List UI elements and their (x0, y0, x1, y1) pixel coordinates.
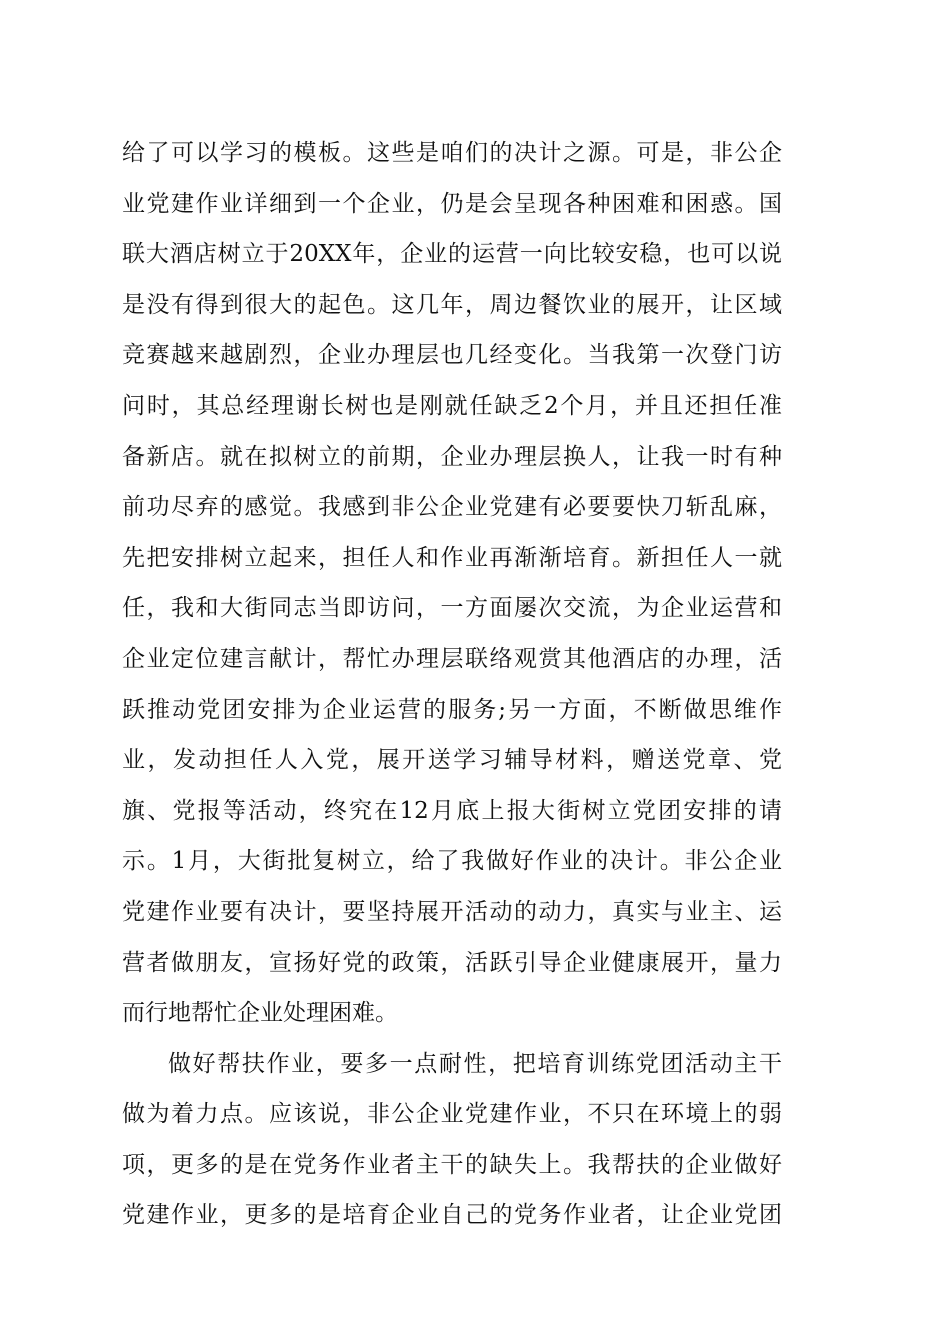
text-line: 给了可以学习的模板。这些是咱们的决计之源。可是，非公企 (122, 140, 782, 166)
text-line: 备新店。就在拟树立的前期，企业办理层换人，让我一时有种 (122, 443, 782, 470)
text-line: 竞赛越来越剧烈，企业办理层也几经变化。当我第一次登门访 (122, 342, 782, 369)
text-line: 企业定位建言献计，帮忙办理层联络观赏其他酒店的办理，活 (122, 645, 782, 672)
text-line: 示。1月，大街批复树立，给了我做好作业的决计。非公企业 (122, 848, 782, 875)
text-line: 营者做朋友，宣扬好党的政策，活跃引导企业健康展开，量力 (122, 949, 782, 976)
text-line: 前功尽弃的感觉。我感到非公企业党建有必要要快刀斩乱麻， (122, 494, 782, 521)
text-line: 问时，其总经理谢长树也是刚就任缺乏2个月，并且还担任准 (122, 392, 782, 419)
text-line: 联大酒店树立于20XX年，企业的运营一向比较安稳，也可以说 (122, 241, 782, 268)
paragraph-end-line: 而行地帮忙企业处理困难。 (122, 1000, 398, 1027)
text-line: 做为着力点。应该说，非公企业党建作业，不只在环境上的弱 (122, 1101, 782, 1128)
text-line: 旗、党报等活动，终究在12月底上报大街树立党团安排的请 (122, 797, 782, 824)
text-line: 先把安排树立起来，担任人和作业再渐渐培育。新担任人一就 (122, 544, 782, 571)
paragraph-first-line: 做好帮扶作业，要多一点耐性，把培育训练党团活动主干 (168, 1050, 782, 1077)
text-line: 党建作业要有决计，要坚持展开活动的动力，真实与业主、运 (122, 898, 782, 925)
text-line: 党建作业，更多的是培育企业自己的党务作业者，让企业党团 (122, 1202, 782, 1229)
document-body (122, 128, 782, 1241)
text-line: 跃推动党团安排为企业运营的服务;另一方面，不断做思维作 (122, 696, 782, 723)
text-line: 任，我和大街同志当即访问，一方面屡次交流，为企业运营和 (122, 595, 782, 622)
text-line: 业党建作业详细到一个企业，仍是会呈现各种困难和困惑。国 (122, 190, 782, 217)
text-line: 是没有得到很大的起色。这几年，周边餐饮业的展开，让区域 (122, 291, 782, 318)
text-line: 业，发动担任人入党，展开送学习辅导材料，赠送党章、党 (122, 747, 782, 774)
text-line: 项，更多的是在党务作业者主干的缺失上。我帮扶的企业做好 (122, 1151, 782, 1178)
